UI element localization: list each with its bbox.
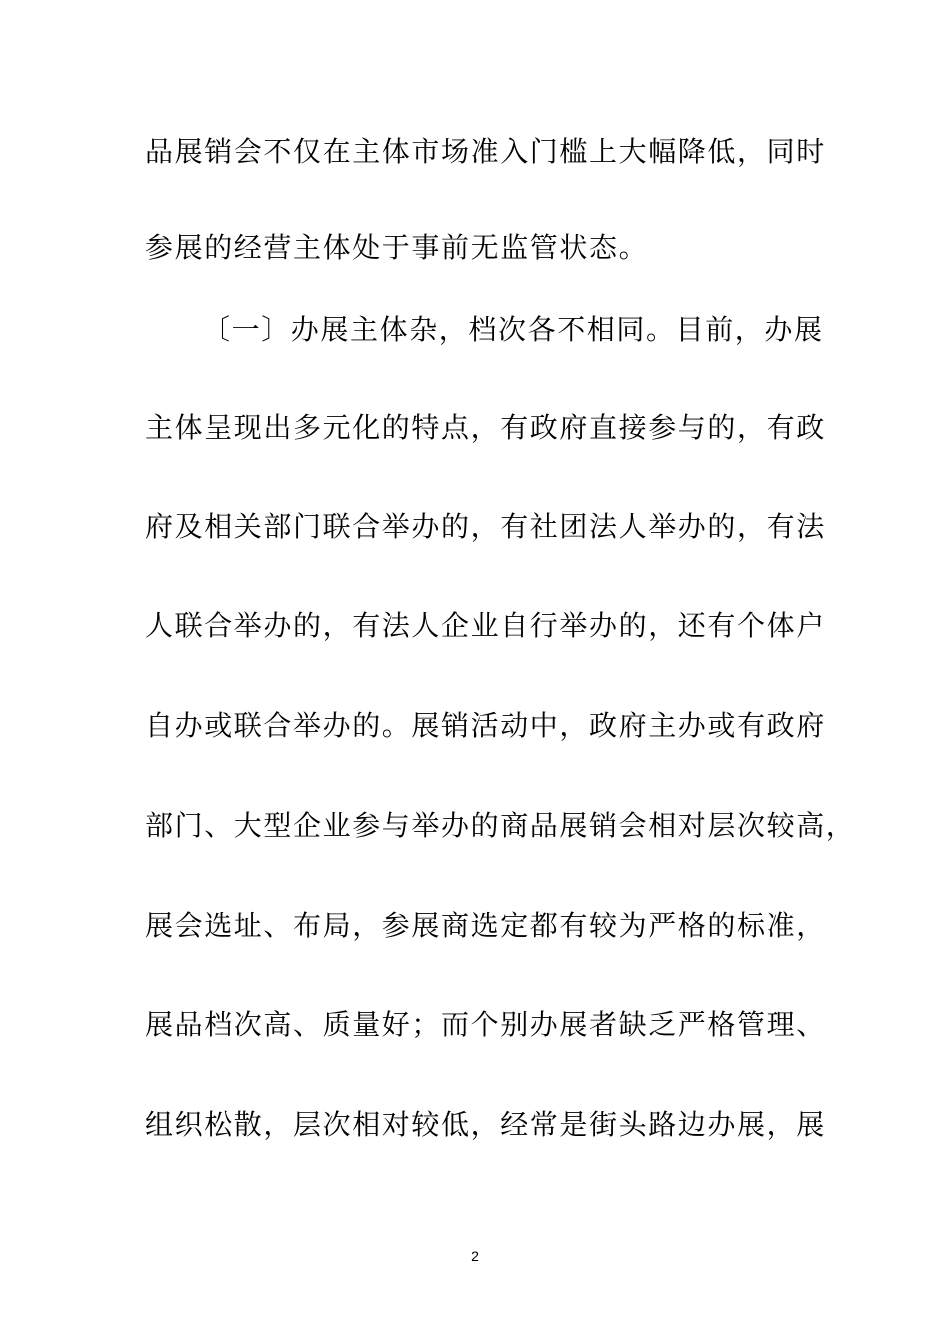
section-heading-line: 〔一〕办展主体杂，档次各不相同。目前，办展 [202, 313, 824, 346]
page-number: 2 [471, 1248, 479, 1264]
body-text-line: 组织松散，层次相对较低，经常是街头路边办展，展 [145, 1108, 826, 1141]
body-text-line: 品展销会不仅在主体市场准入门槛上大幅降低，同时 [145, 135, 826, 168]
body-text-line: 参展的经营主体处于事前无监管状态。 [145, 231, 649, 264]
body-text-line: 展会选址、布局，参展商选定都有较为严格的标准， [145, 909, 826, 942]
body-text-line: 府及相关部门联合举办的，有社团法人举办的，有法 [145, 510, 826, 543]
body-text-line: 人联合举办的，有法人企业自行举办的，还有个体户 [145, 609, 826, 642]
body-text-line: 主体呈现出多元化的特点，有政府直接参与的，有政 [145, 411, 826, 444]
body-text-line: 自办或联合举办的。展销活动中，政府主办或有政府 [145, 709, 826, 742]
body-text-line: 部门、大型企业参与举办的商品展销会相对层次较高， [145, 809, 856, 842]
body-text-line: 展品档次高、质量好；而个别办展者缺乏严格管理、 [145, 1008, 826, 1041]
